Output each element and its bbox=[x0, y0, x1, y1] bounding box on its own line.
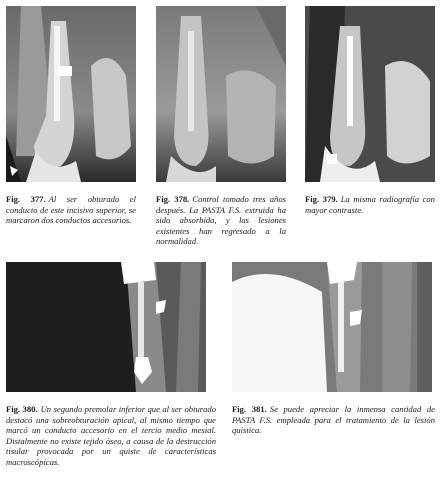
figure-377-number: Fig. 377. bbox=[6, 194, 46, 204]
radiograph-lower-premolar-icon bbox=[6, 262, 206, 392]
figure-379-number: Fig. 379. bbox=[305, 194, 338, 204]
figure-380-number: Fig. 380. bbox=[6, 404, 38, 414]
figure-377-text: Al ser obturado el conducto de este incisivo superior, se marcaron dos conductos accesorios. bbox=[6, 194, 136, 226]
figure-379-text: La misma radiografía con mayor contraste. bbox=[305, 194, 435, 215]
radiograph-high-contrast-icon bbox=[305, 6, 435, 182]
figure-378-number: Fig. 378. bbox=[156, 194, 190, 204]
figure-378-text: Control tomado tres años después. La PASTA F.S. extruida ha sido absorbida, y las lesiones existentes han regresado a la normalidad. bbox=[156, 194, 286, 247]
figure-381-number: Fig. 381. bbox=[232, 404, 267, 414]
radiograph-upper-incisor-icon bbox=[6, 6, 136, 182]
figure-381-caption bbox=[232, 404, 435, 436]
figure-379-caption bbox=[305, 194, 435, 215]
figure-381-text: Se puede apreciar la inmensa cantidad de PASTA F.S. empleada para el tratamiento de la lesión quística. bbox=[232, 404, 435, 436]
figure-380-caption bbox=[6, 404, 216, 468]
figure-380-text: Un segundo premolar inferior que al ser obturado destacó una sobreobturación apical, al mismo tiempo que marcó un conducto accesorio en el tercio medio mesial. Distalmente no existe tejido óseo, a causa de la destrucción tisular provocada por un quiste de características macroscópicas. bbox=[6, 404, 216, 467]
radiograph-lower-premolar-paste-icon bbox=[232, 262, 432, 392]
figure-377-caption bbox=[6, 194, 136, 226]
figure-378-caption bbox=[156, 194, 286, 247]
radiograph-upper-incisor-control-icon bbox=[156, 6, 286, 182]
